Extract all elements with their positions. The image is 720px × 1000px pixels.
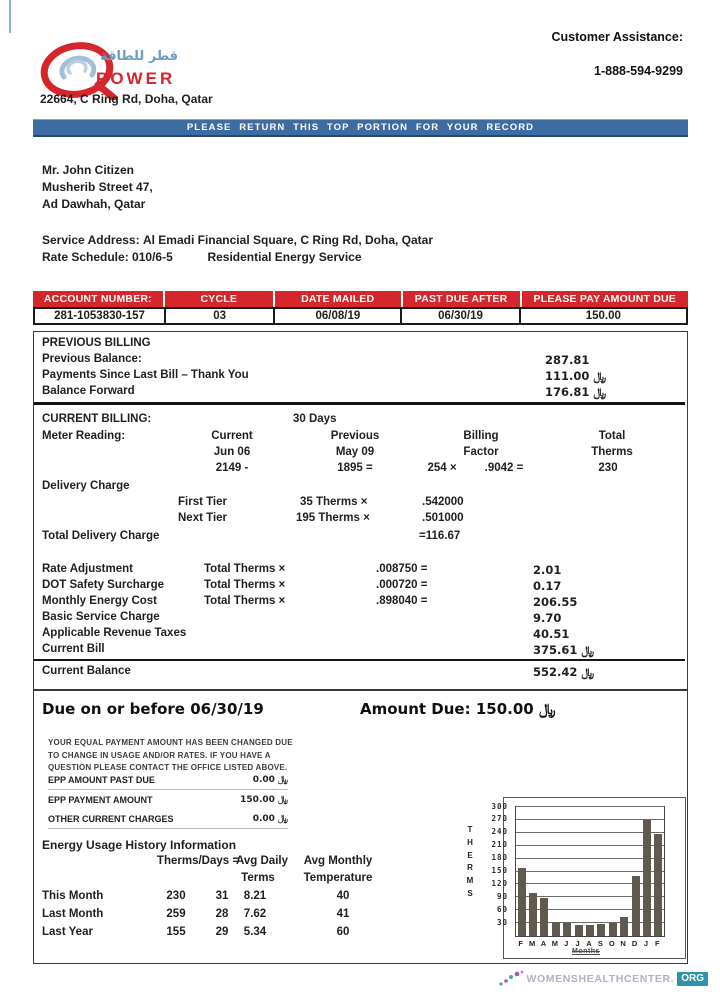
ylabel-letter: H (467, 837, 473, 847)
billing-days: 30 Days (293, 413, 337, 425)
gridline (516, 858, 664, 859)
epp-row (48, 814, 288, 829)
charge-rate: .000720 = (376, 579, 428, 591)
x-tick-label: F (518, 939, 523, 948)
current-balance-label: Current Balance (42, 665, 131, 677)
x-tick-label: J (564, 939, 569, 948)
usage-row-label: This Month (42, 890, 104, 902)
logo-arabic-text: قطر للطاقة (100, 49, 178, 64)
section-divider (34, 402, 685, 405)
recipient-address-1: Musherib Street 47, (42, 180, 153, 194)
watermark (498, 970, 708, 988)
charge-amount: 2.01 (533, 563, 562, 577)
usage-therms: 259 (166, 908, 186, 920)
y-tick-label: 300 (491, 801, 508, 811)
account-table-header-row (33, 291, 688, 307)
usage-avg-temp: 40 (336, 890, 350, 902)
epp-notice (48, 737, 298, 775)
usage-header-daily-2: Terms (241, 872, 275, 884)
epp-row-label: EPP AMOUNT PAST DUE (48, 775, 155, 785)
rate-schedule-code: 010/6-5 (132, 250, 173, 264)
chart-bar (518, 868, 526, 936)
gridline (516, 922, 664, 923)
usage-therms: 155 (166, 926, 186, 938)
chart-bar (529, 893, 537, 936)
delivery-charge-title: Delivery Charge (42, 480, 130, 492)
epp-notice-line: YOUR EQUAL PAYMENT AMOUNT HAS BEEN CHANGED DUE (48, 738, 293, 747)
epp-row-label: EPP PAYMENT AMOUNT (48, 795, 153, 805)
meter-read-previous: 1895 = (337, 462, 373, 474)
meter-col-billing: Billing (463, 430, 499, 442)
charge-amount: 40.51 (533, 627, 570, 641)
service-address-label: Service Address: (42, 233, 140, 247)
chart-x-axis-title: Months (572, 948, 600, 955)
tier1-rate: .542000 (422, 496, 464, 508)
service-address-value: Al Emadi Financial Square, C Ring Rd, Doha, Qatar (142, 233, 434, 247)
ylabel-letter: T (467, 825, 473, 834)
usage-header-monthly-2: Temperature (303, 872, 373, 884)
y-tick-label: 270 (491, 814, 508, 824)
meter-total-therms: 230 (598, 462, 618, 474)
charge-label: DOT Safety Surcharge (42, 579, 165, 591)
logo-inner-swirl2 (68, 61, 86, 73)
charge-formula: Total Therms × (204, 563, 286, 575)
usage-days: 29 (215, 926, 229, 938)
tier1-qty: 35 Therms × (300, 496, 368, 508)
charge-label: Monthly Energy Cost (42, 595, 158, 607)
chart-bar (632, 876, 640, 936)
chart-y-axis-title (464, 824, 476, 901)
total-delivery-value: =116.67 (419, 530, 461, 542)
payments-label: Payments Since Last Bill – Thank You (42, 369, 249, 381)
balance-forward-label: Balance Forward (42, 385, 135, 397)
charge-rate: .898040 = (376, 595, 428, 607)
epp-row-value: 150.00 ﷼ (240, 795, 288, 805)
payments-value: 111.00 ﷼ (545, 369, 607, 383)
previous-balance-value: 287.81 (545, 353, 590, 367)
gridline (516, 806, 664, 807)
epp-row (48, 795, 288, 809)
usage-header-daily: Avg Daily (236, 855, 288, 867)
tier1-label: First Tier (178, 496, 227, 508)
customer-assistance-phone: 1-888-594-9299 (594, 64, 683, 78)
date-mailed-value: 06/08/19 (273, 307, 402, 325)
gridline (516, 832, 664, 833)
charge-amount: 0.17 (533, 579, 562, 593)
current-balance-amount: 552.42 ﷼ (533, 665, 595, 679)
x-tick-label: D (631, 939, 638, 948)
meter-therms-label: Therms (591, 446, 633, 458)
charge-formula: Total Therms × (204, 579, 286, 591)
previous-balance-label: Previous Balance: (42, 353, 142, 365)
current-bill-label: Current Bill (42, 643, 105, 655)
charge-amount: 9.70 (533, 611, 562, 625)
rate-schedule-label: Rate Schedule: (42, 250, 129, 264)
ylabel-letter: M (466, 876, 474, 886)
service-address-line (42, 233, 433, 247)
y-tick-label: 60 (496, 904, 508, 914)
gridline (516, 845, 664, 846)
gridline (516, 883, 664, 884)
chart-bar (552, 922, 560, 936)
amount-due-text: Amount Due: 150.00 ﷼ (360, 700, 556, 718)
chart-bar (575, 925, 583, 936)
gridline (516, 871, 664, 872)
chart-bar (563, 923, 571, 936)
charge-amount: 206.55 (533, 595, 578, 609)
meter-factor-label: Factor (463, 446, 499, 458)
epp-row (48, 775, 288, 790)
chart-bar (643, 820, 651, 936)
chart-bar (654, 834, 662, 936)
charge-label: Basic Service Charge (42, 611, 160, 623)
col-date-mailed: DATE MAILED (275, 291, 401, 307)
section-divider (34, 659, 685, 661)
balance-forward-value: 176.81 ﷼ (545, 385, 607, 399)
charge-label: Rate Adjustment (42, 563, 133, 575)
rate-schedule-line (42, 250, 362, 264)
x-tick-label: S (597, 939, 603, 948)
usage-title: Energy Usage History Information (42, 838, 237, 852)
usage-days: 28 (215, 908, 229, 920)
x-tick-label: A (540, 939, 547, 948)
chart-bar (620, 917, 628, 936)
usage-avg-daily: 5.34 (243, 926, 267, 938)
y-tick-label: 30 (496, 917, 508, 927)
epp-row-value: 0.00 ﷼ (252, 814, 288, 824)
gridline (516, 896, 664, 897)
usage-header-monthly: Avg Monthly (303, 855, 373, 867)
previous-billing-title: PREVIOUS BILLING (42, 337, 151, 349)
charge-rate: .008750 = (376, 563, 428, 575)
meter-read-current: 2149 - (215, 462, 249, 474)
x-tick-label: J (575, 939, 580, 948)
usage-row-label: Last Year (42, 926, 93, 938)
tier2-qty: 195 Therms × (296, 512, 370, 524)
chart-bar (609, 923, 617, 936)
meter-date-current: Jun 06 (213, 446, 251, 458)
current-bill-amount: 375.61 ﷼ (533, 643, 595, 657)
meter-col-previous: Previous (330, 430, 380, 442)
scan-artifact-line (9, 0, 11, 33)
usage-avg-daily: 8.21 (243, 890, 267, 902)
y-tick-label: 120 (491, 878, 508, 888)
chart-bar (597, 924, 605, 936)
usage-avg-temp: 41 (336, 908, 350, 920)
x-tick-label: A (586, 939, 592, 948)
usage-header-ratio: Therms/Days = (156, 855, 240, 867)
recipient-address-2: Ad Dawhah, Qatar (42, 197, 146, 211)
account-number-value: 281-1053830-157 (33, 307, 166, 325)
ylabel-letter: R (467, 863, 473, 873)
meter-col-total: Total (598, 430, 626, 442)
account-table-value-row (33, 307, 688, 325)
gridline (516, 909, 664, 910)
epp-row-label: OTHER CURRENT CHARGES (48, 814, 174, 824)
epp-row-value: 0.00 ﷼ (252, 775, 288, 785)
usage-avg-temp: 60 (336, 926, 350, 938)
usage-row-label: Last Month (42, 908, 104, 920)
tier2-label: Next Tier (178, 512, 228, 524)
y-tick-label: 150 (491, 866, 508, 875)
col-cycle: CYCLE (165, 291, 273, 307)
meter-reading-label: Meter Reading: (42, 430, 126, 442)
charge-formula: Total Therms × (204, 595, 286, 607)
current-billing-title: CURRENT BILLING: (42, 413, 152, 425)
banner-text: PLEASE RETURN THIS TOP PORTION FOR YOUR RECORD (186, 122, 535, 133)
chart-bar (586, 925, 594, 936)
meter-date-previous: May 09 (335, 446, 375, 458)
due-date-text: Due on or before 06/30/19 (42, 700, 264, 718)
customer-assistance-label: Customer Assistance: (551, 30, 683, 44)
col-past-due-after: PAST DUE AFTER (403, 291, 520, 307)
col-pay-amount-due: PLEASE PAY AMOUNT DUE (522, 291, 688, 307)
chart-y-ticks (478, 801, 511, 935)
account-summary-table (33, 291, 688, 325)
tier2-rate: .501000 (422, 512, 464, 524)
ylabel-letter: S (467, 888, 473, 898)
meter-billing-factor: .9042 = (484, 462, 524, 474)
watermark-dots-icon (498, 970, 524, 988)
recipient-name: Mr. John Citizen (42, 163, 135, 177)
col-account-number: ACCOUNT NUMBER: (33, 291, 163, 307)
x-tick-label: J (643, 939, 649, 948)
company-address: 22664, C Ring Rd, Doha, Qatar (40, 92, 213, 106)
past-due-after-value: 06/30/19 (400, 307, 520, 325)
y-tick-label: 90 (496, 891, 508, 901)
y-tick-label: 210 (491, 840, 508, 850)
y-tick-label: 240 (491, 827, 508, 837)
x-tick-label: M (551, 939, 558, 948)
epp-notice-line: TO CHANGE IN USAGE AND/OR RATES. IF YOU HAVE A (48, 750, 271, 760)
rate-schedule-desc: Residential Energy Service (207, 250, 362, 264)
watermark-tld-badge: ORG (677, 972, 708, 986)
cycle-value: 03 (164, 307, 275, 325)
x-tick-label: N (620, 939, 626, 948)
x-tick-label: F (655, 939, 660, 948)
return-portion-banner (33, 119, 688, 137)
watermark-site: WOMENSHEALTHCENTER. (526, 973, 675, 985)
gridline (516, 819, 664, 820)
x-tick-label: M (528, 939, 536, 948)
pay-amount-due-value: 150.00 (519, 307, 688, 325)
y-tick-label: 180 (491, 853, 508, 863)
usage-bar-chart (515, 806, 665, 937)
logo-wordmark: POWER (96, 69, 176, 88)
meter-read-diff: 254 × (427, 462, 457, 474)
charge-label: Applicable Revenue Taxes (42, 627, 187, 639)
total-delivery-label: Total Delivery Charge (42, 530, 160, 542)
ylabel-letter: E (467, 850, 473, 860)
usage-avg-daily: 7.62 (243, 908, 267, 920)
meter-col-current: Current (211, 430, 253, 442)
chart-bar (540, 898, 548, 936)
epp-notice-line: QUESTION PLEASE CONTACT THE OFFICE LISTED ABOVE. (48, 763, 288, 772)
usage-therms: 230 (166, 890, 186, 902)
usage-days: 31 (215, 890, 229, 902)
x-tick-label: O (608, 939, 615, 948)
